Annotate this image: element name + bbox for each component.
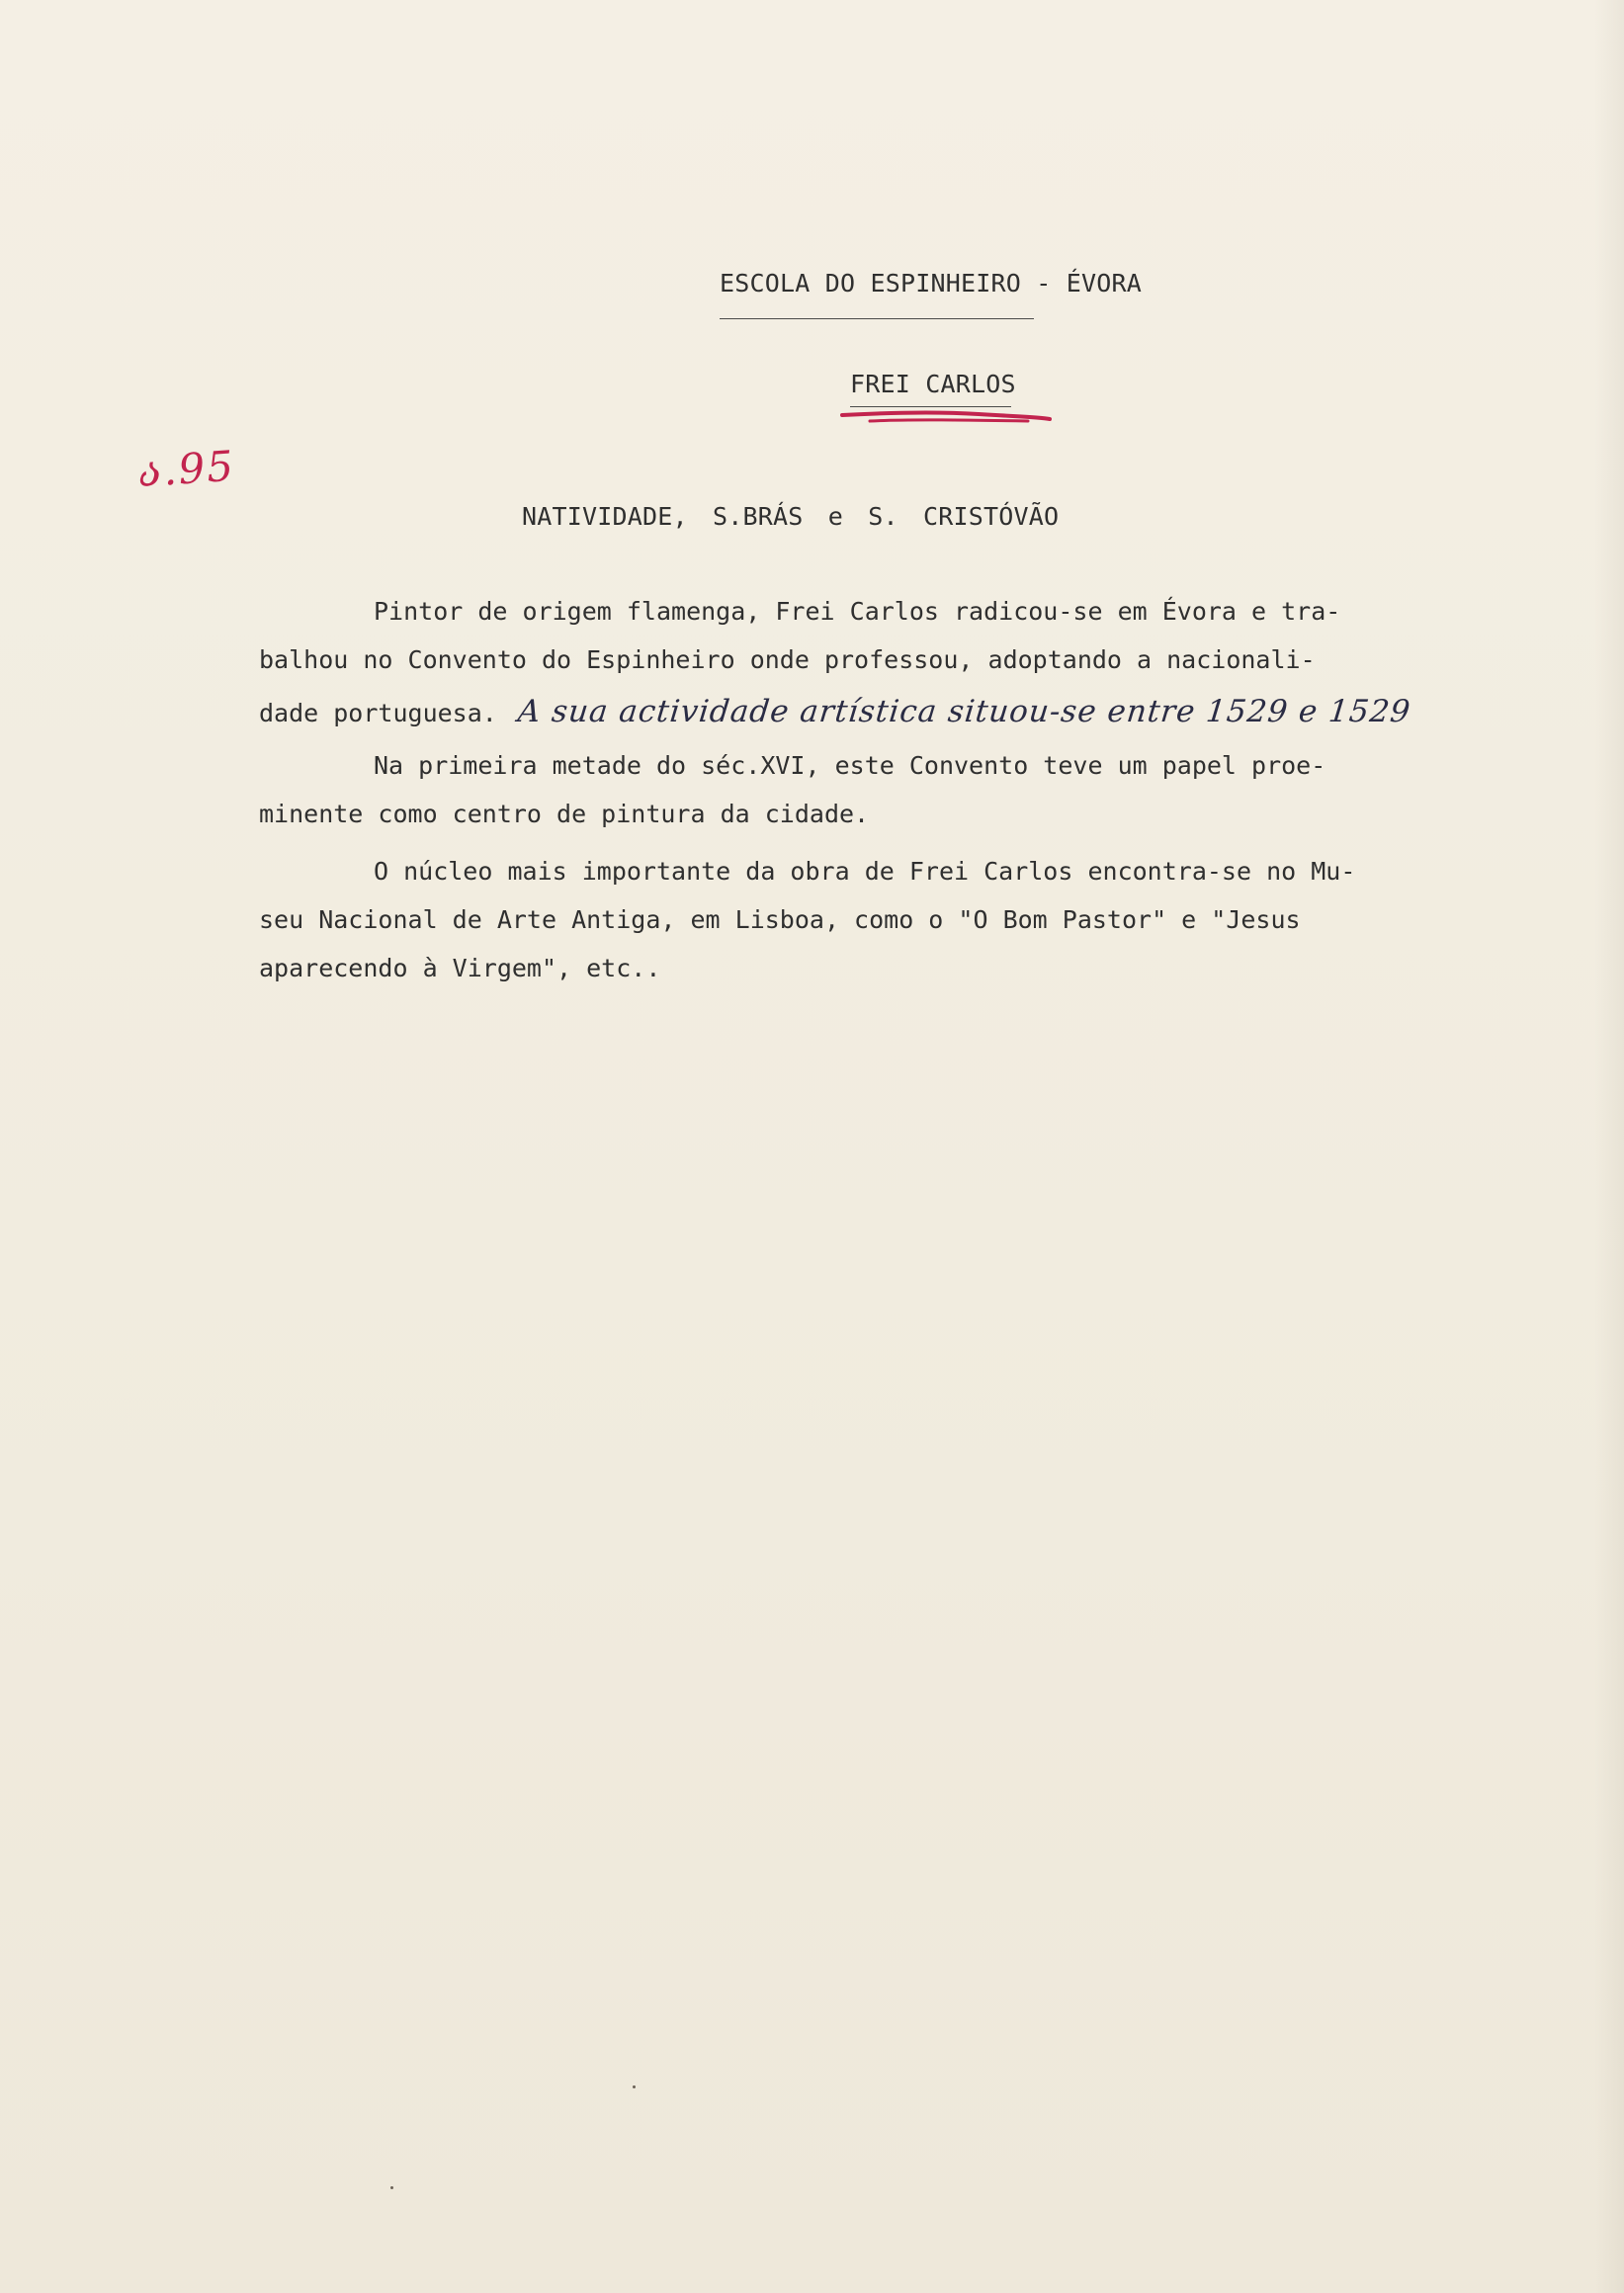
paragraph-2-line-2: minente como centro de pintura da cidade. <box>259 800 870 828</box>
paragraph-3-line-3: aparecendo à Virgem", etc.. <box>259 954 661 982</box>
paragraph-1-line-3 <box>259 694 1410 729</box>
handwritten-addition: A sua actividade artística situou-se entre 1529 e 1529 <box>515 694 1412 729</box>
paragraph-1-line-2: balhou no Convento do Espinheiro onde professou, adoptando a nacionali- <box>259 645 1316 674</box>
paper-speck <box>633 2085 636 2088</box>
red-marker-underline <box>840 407 1053 431</box>
paragraph-1-line-1: Pintor de origem flamenga, Frei Carlos radicou-se em Évora e tra- <box>374 597 1341 626</box>
artwork-title: NATIVIDADE, S.BRÁS e S. CRISTÓVÃO <box>522 502 1060 531</box>
document-subheader: FREI CARLOS <box>850 370 1016 398</box>
header-underline <box>720 318 1034 319</box>
margin-annotation: ა.95 <box>136 441 237 497</box>
paragraph-3-line-1: O núcleo mais importante da obra de Frei Carlos encontra-se no Mu- <box>374 857 1356 886</box>
paper-speck <box>390 2186 393 2189</box>
paragraph-2-line-1: Na primeira metade do séc.XVI, este Convento teve um papel proe- <box>374 751 1326 780</box>
paragraph-3-line-2: seu Nacional de Arte Antiga, em Lisboa, como o "O Bom Pastor" e "Jesus <box>259 905 1301 934</box>
paragraph-1-line-3-typed: dade portuguesa. <box>259 699 497 727</box>
document-header: ESCOLA DO ESPINHEIRO - ÉVORA <box>720 269 1143 297</box>
